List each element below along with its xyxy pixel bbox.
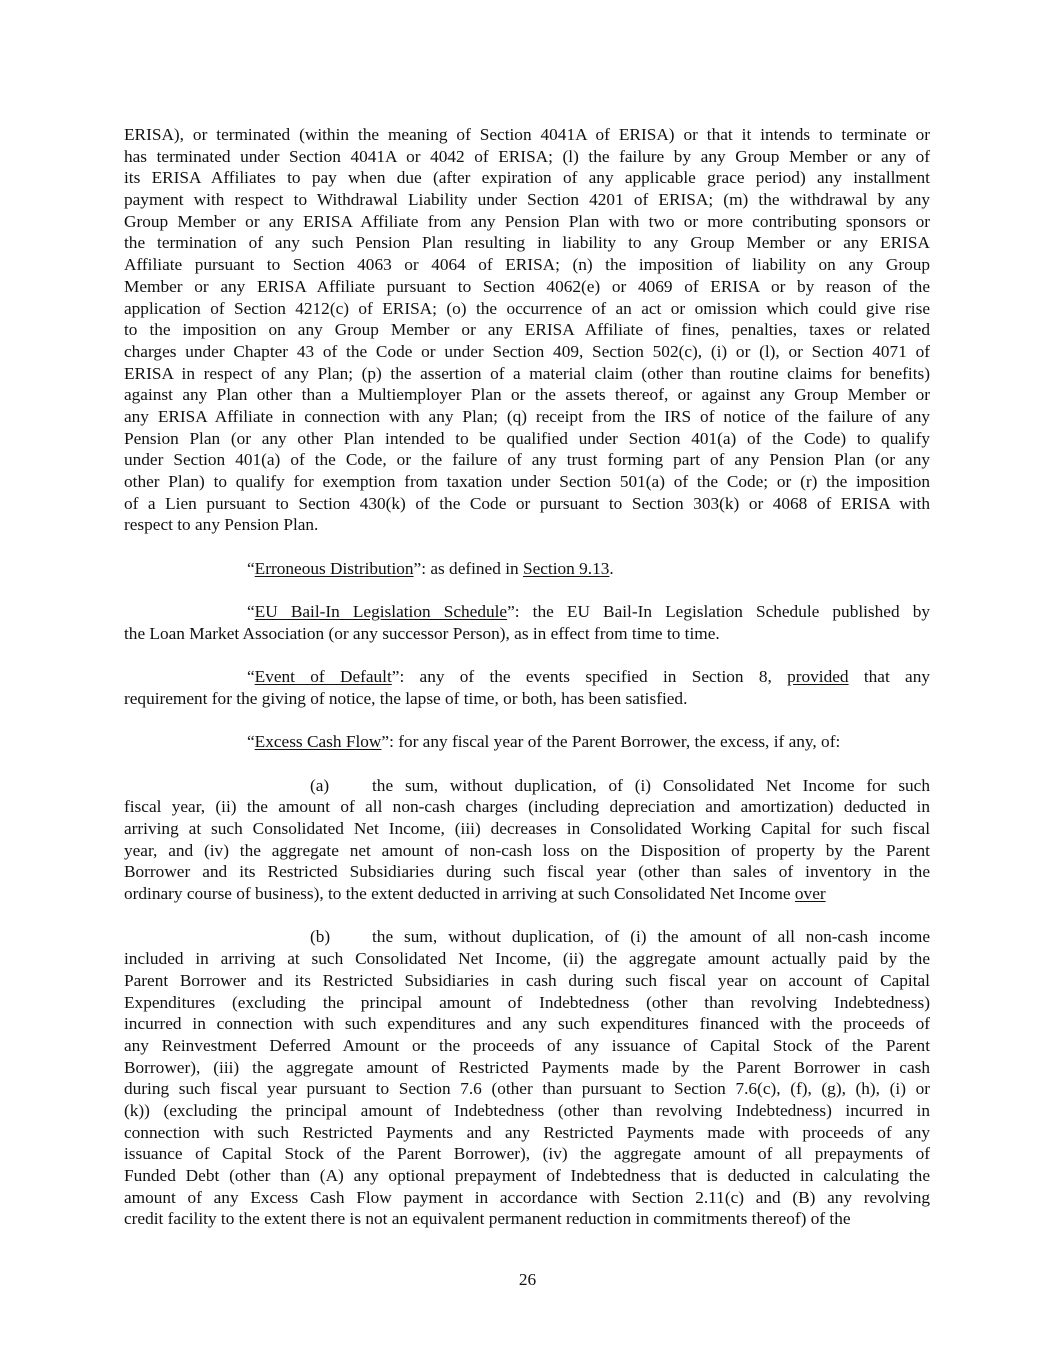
text-line [124,1100,930,1122]
text-segment: ERISA), or terminated (within the meaning of Section 4041A of ERISA) or that it intends to terminate or [124,125,930,144]
text-line [124,818,930,840]
text-line [124,406,930,428]
text-segment: ”: as defined in [413,558,523,578]
text-segment: credit facility to the extent there is not an equivalent permanent reduction in commitments thereof) of the [124,1209,851,1229]
text-line [124,298,930,320]
text-segment: incurred in connection with such expenditures and any such expenditures financed with the proceeds of [124,1014,930,1034]
text-line [124,146,930,168]
defined-term: Section 9.13 [522,558,610,578]
text-segment: its ERISA Affiliates to pay when due (after expiration of any applicable grace period) any installment [124,168,930,188]
text-line [124,688,930,710]
paragraph [124,124,930,536]
text-line [124,796,930,818]
text-line [124,861,930,883]
text-segment: Pension Plan (or any other Plan intended to be qualified under Section 401(a) of the Code) to qualify [124,428,930,448]
defined-term: EU Bail-In Legislation Schedule [254,602,508,622]
text-line [124,992,930,1014]
text-segment: “ [247,602,255,622]
text-line [124,167,930,189]
text-segment: Funded Debt (other than (A) any optional prepayment of Indebtedness that is deducted in calculating the [124,1166,930,1185]
text-segment: of a Lien pursuant to Section 430(k) of the Code or pursuant to Section 303(k) or 4068 of ERISA with [124,493,930,513]
text-segment: payment with respect to Withdrawal Liability under Section 4201 of ERISA; (m) the withdrawal by any [124,190,930,210]
text-line [124,124,930,146]
text-segment: charges under Chapter 43 of the Code or under Section 409, Section 502(c), (i) or (l), or Section 4071 of [124,341,930,361]
definition-paragraph [124,601,930,644]
definition-paragraph [124,731,930,753]
text-line [124,666,930,688]
text-segment: has terminated under Section 4041A or 4042 of ERISA; (l) the failure by any Group Member or any of [124,146,930,166]
text-line [124,384,930,406]
defined-term: Erroneous Distribution [254,558,414,578]
text-line [124,232,930,254]
clause-paragraph [124,926,930,1230]
text-line [124,276,930,298]
text-segment: “ [247,558,255,578]
document-body [124,124,930,1252]
text-line [124,1143,930,1165]
text-line [124,254,930,276]
text-segment: arriving at such Consolidated Net Income, (iii) decreases in Consolidated Working Capital for such fiscal [124,819,930,838]
text-segment: Expenditures (excluding the principal amount of Indebtedness (other than revolving Indebtedness) [124,992,930,1012]
text-line [124,840,930,862]
text-line [124,731,930,753]
clause-paragraph [124,775,930,905]
text-line [124,449,930,471]
text-segment: included in arriving at such Consolidated Net Income, (ii) the aggregate amount actually paid by the [124,949,930,969]
text-segment: under Section 401(a) of the Code, or the failure of any trust forming part of any Pension Plan (or any [124,450,930,470]
text-line [124,1187,930,1209]
text-segment: fiscal year, (ii) the amount of all non-cash charges (including depreciation and amortization) deducted in [124,797,930,817]
text-segment: application of Section 4212(c) of ERISA; (o) the occurrence of an act or omission which could give rise [124,298,930,318]
text-segment: to the imposition on any Group Member or any ERISA Affiliate of fines, penalties, taxes or related [124,320,930,340]
defined-term: Event of Default [254,667,392,687]
text-line [124,363,930,385]
text-line [124,1035,930,1057]
text-segment: Borrower), (iii) the aggregate amount of Restricted Payments made by the Parent Borrower in cash [124,1057,930,1077]
text-segment: the Loan Market Association (or any successor Person), as in effect from time to time. [124,623,720,643]
text-line [124,1165,930,1187]
text-line [124,1078,930,1100]
text-line [124,1208,930,1230]
text-segment: the sum, without duplication, of (i) Consolidated Net Income for such [372,775,930,795]
text-line [124,1122,930,1144]
text-segment: that any [848,667,930,687]
text-segment: year, and (iv) the aggregate net amount of non-cash loss on the Disposition of property by the Parent [124,840,930,860]
text-segment: the termination of any such Pension Plan resulting in liability to any Group Member or any ERISA [124,233,930,253]
text-line [124,428,930,450]
text-line [124,319,930,341]
text-line [124,948,930,970]
text-line [124,926,930,948]
text-segment: the sum, without duplication, of (i) the amount of all non-cash income [372,927,930,947]
text-segment: (k)) (excluding the principal amount of Indebtedness (other than revolving Indebtedness) incurred in [124,1100,930,1120]
text-segment: Member or any ERISA Affiliate pursuant to Section 4062(e) or 4069 of ERISA or by reason of the [124,276,930,296]
text-segment: “ [247,732,255,752]
text-line [124,189,930,211]
text-segment: ”: any of the events specified in Section 8, [391,667,788,687]
clause-label: (b) [310,927,331,947]
text-segment: “ [247,667,255,687]
text-segment: amount of any Excess Cash Flow payment in accordance with Section 2.11(c) and (B) any revolving [124,1187,930,1207]
text-line [124,341,930,363]
clause-label: (a) [310,775,330,795]
text-line [124,775,930,797]
defined-term: over [794,884,826,904]
text-segment: ERISA in respect of any Plan; (p) the assertion of a material claim (other than routine claims for benefits) [124,363,930,383]
text-line [124,514,930,536]
text-line [124,601,930,623]
text-segment: any ERISA Affiliate in connection with any Plan; (q) receipt from the IRS of notice of the failure of any [124,406,930,426]
text-segment: against any Plan other than a Multiemployer Plan or the assets thereof, or against any Group Member or [124,385,930,405]
text-segment: Borrower and its Restricted Subsidiaries during such fiscal year (other than sales of inventory in the [124,862,930,882]
text-segment: ordinary course of business), to the extent deducted in arriving at such Consolidated Net Income [124,884,795,904]
text-line [124,970,930,992]
text-segment: connection with such Restricted Payments and any Restricted Payments made with proceeds of any [124,1122,930,1142]
text-line [124,211,930,233]
text-segment: Parent Borrower and its Restricted Subsidiaries in cash during such fiscal year on account of Capital [124,970,930,990]
text-line [124,623,930,645]
text-line [124,558,930,580]
text-line [124,883,930,905]
text-segment: any Reinvestment Deferred Amount or the proceeds of any issuance of Capital Stock of the Parent [124,1035,930,1055]
text-segment: during such fiscal year pursuant to Section 7.6 (other than pursuant to Section 7.6(c), (f), (g), (h), (i) or [124,1079,930,1099]
text-segment: other Plan) to qualify for exemption from taxation under Section 501(a) of the Code; or (r) the imposition [124,472,930,491]
text-segment: ”: the EU Bail-In Legislation Schedule published by [507,602,931,622]
text-segment: Affiliate pursuant to Section 4063 or 4064 of ERISA; (n) the imposition of liability on any Group [124,255,930,275]
text-segment: respect to any Pension Plan. [124,515,319,535]
text-segment: issuance of Capital Stock of the Parent Borrower), (iv) the aggregate amount of all prepayments of [124,1144,930,1164]
defined-term: Excess Cash Flow [254,732,382,752]
defined-term: provided [787,667,849,687]
text-segment: Group Member or any ERISA Affiliate from any Pension Plan with two or more contributing sponsors or [124,211,930,231]
page-number: 26 [518,1270,537,1289]
definition-paragraph [124,558,930,580]
text-line [124,1013,930,1035]
text-segment: ”: for any fiscal year of the Parent Borrower, the excess, if any, of: [381,732,841,752]
text-segment: . [609,558,614,578]
text-line [124,493,930,515]
text-line [124,471,930,493]
text-line [124,1057,930,1079]
definition-paragraph [124,666,930,709]
text-segment: requirement for the giving of notice, the lapse of time, or both, has been satisfied. [124,688,688,708]
